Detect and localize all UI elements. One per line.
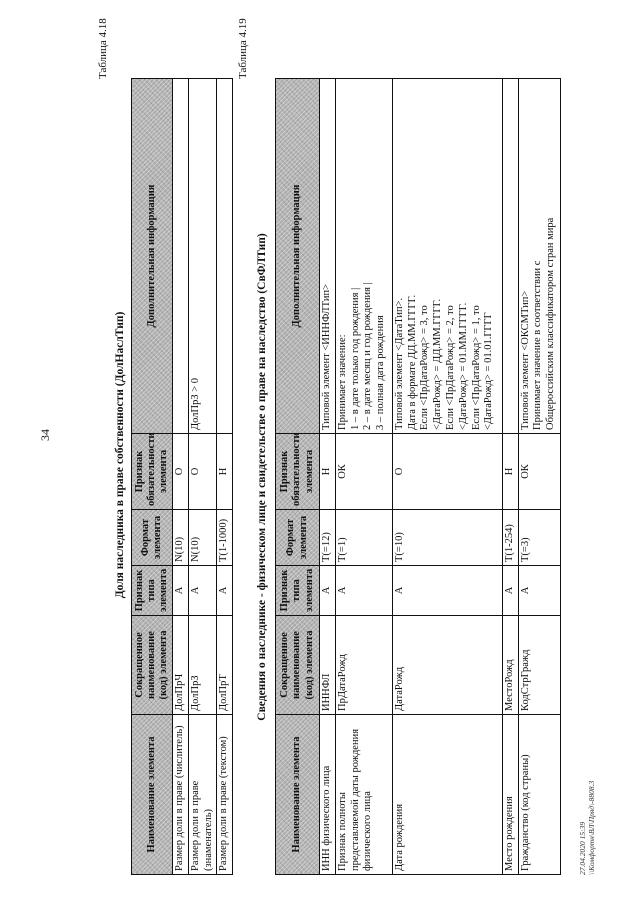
t18-header-format: Формат элемента <box>132 510 173 566</box>
info-line: Если <ПрДатаРожд> = 1, то <box>470 305 482 430</box>
t18-header-code: Сокращенное наименование (код) элемента <box>132 616 173 715</box>
table-row <box>502 79 518 875</box>
cell-name: Дата рождения <box>392 715 502 875</box>
cell-format: N(10) <box>173 510 189 566</box>
cell-name: Гражданство (код страны) <box>518 715 560 875</box>
t18-header-info: Дополнительная информация <box>132 79 173 434</box>
cell-type: А <box>217 566 233 616</box>
info-line: 3 – полная дата рождения <box>375 315 387 430</box>
cell-code: МестоРожд <box>502 616 518 715</box>
info-line: Типовой элемент <ДатаТип>. <box>393 297 405 430</box>
cell-code: ДатаРожд <box>392 616 502 715</box>
table-row <box>320 79 336 875</box>
cell-required: Н <box>502 434 518 510</box>
cell-name: Размер доли в праве (числитель) <box>173 715 189 875</box>
print-stamp <box>578 781 596 875</box>
cell-name: Признак полноты представляемой даты рождения физического лица <box>335 715 392 875</box>
stamp-path: \\Комфортн\ВЛ\Пряд\-8808.3 <box>587 780 596 875</box>
cell-name: Размер доли в праве (текстом) <box>217 715 233 875</box>
cell-format: T(=12) <box>320 510 336 566</box>
cell-code: ДолПрТ <box>217 616 233 715</box>
cell-name: Размер доли в праве (знаменатель) <box>188 715 217 875</box>
info-line: Типовой элемент <ИННФЛТип> <box>321 284 332 430</box>
cell-format: T(1-254) <box>502 510 518 566</box>
cell-code: ДолПрЧ <box>173 616 189 715</box>
info-line: Общероссийским классификатором стран мира <box>545 217 557 430</box>
cell-format: T(1-1000) <box>217 510 233 566</box>
cell-code: ПрДатаРожд <box>335 616 392 715</box>
info-line: <ДатаРожд> = 01.01.ГГГГ <box>483 312 495 430</box>
cell-info <box>335 79 392 434</box>
table-19-label: Таблица 4.19 <box>237 18 249 79</box>
cell-required: Н <box>217 434 233 510</box>
cell-type: А <box>320 566 336 616</box>
table-row <box>335 79 392 875</box>
t18-header-required: Признак обязательности элемента <box>132 434 173 510</box>
t18-header-type: Признак типа элемента <box>132 566 173 616</box>
table-18-title: Доля наследника в праве собственности (ДолНаслТип) <box>114 311 126 599</box>
cell-info <box>320 79 336 434</box>
info-line: Типовой элемент <ОКСМТип> <box>519 290 531 430</box>
t19-header-info: Дополнительная информация <box>276 79 320 434</box>
cell-required: О <box>188 434 217 510</box>
table-row <box>217 79 233 875</box>
info-line: 2 – в дате месяц и год рождения | <box>362 282 374 430</box>
cell-required: О <box>392 434 502 510</box>
info-line: Если <ПрДатаРожд> = 3, то <box>419 305 431 430</box>
cell-type: А <box>502 566 518 616</box>
stamp-date: 27.04.2020 15:39 <box>578 821 587 875</box>
info-line: Принимает значение: <box>336 334 348 430</box>
t19-header-format: Формат элемента <box>276 510 320 566</box>
cell-format: T(=1) <box>335 510 392 566</box>
cell-type: А <box>392 566 502 616</box>
cell-code: ДолПрЗ <box>188 616 217 715</box>
info-line: Если <ПрДатаРожд> = 2, то <box>444 305 456 430</box>
page-number: 34 <box>38 429 52 441</box>
info-line: Принимает значение в соответствии с <box>532 260 544 430</box>
cell-info <box>392 79 502 434</box>
table-18-label: Таблица 4.18 <box>97 18 109 79</box>
table-19 <box>275 78 561 875</box>
cell-info <box>173 79 189 434</box>
cell-info <box>217 79 233 434</box>
cell-format: N(10) <box>188 510 217 566</box>
table-row <box>173 79 189 875</box>
table-19-title: Сведения о наследнике - физическом лице и свидетельстве о праве на наследство (СвФЛТип) <box>256 233 268 721</box>
t19-header-name: Наименование элемента <box>276 715 320 875</box>
info-line: <ДатаРожд> = ДД.ММ.ГГГГ. <box>432 298 444 430</box>
cell-type: А <box>188 566 217 616</box>
cell-format: T(=3) <box>518 510 560 566</box>
cell-required: О <box>173 434 189 510</box>
cell-code: ИННФЛ <box>320 616 336 715</box>
cell-type: А <box>518 566 560 616</box>
cell-required: ОК <box>518 434 560 510</box>
cell-required: ОК <box>335 434 392 510</box>
cell-name: ИНН физического лица <box>320 715 336 875</box>
table-18 <box>131 78 233 875</box>
table-row <box>518 79 560 875</box>
cell-format: T(=10) <box>392 510 502 566</box>
t19-header-required: Признак обязательности элемента <box>276 434 320 510</box>
t18-header-name: Наименование элемента <box>132 715 173 875</box>
info-line: 1 – в дате только год рождения | <box>349 287 361 430</box>
cell-type: А <box>335 566 392 616</box>
cell-info <box>518 79 560 434</box>
cell-name: Место рождения <box>502 715 518 875</box>
cell-info <box>502 79 518 434</box>
table-row <box>392 79 502 875</box>
info-line: Дата в формате ДД.ММ.ГГГГ. <box>406 294 418 430</box>
t19-header-code: Сокращенное наименование (код) элемента <box>276 616 320 715</box>
t19-header-type: Признак типа элемента <box>276 566 320 616</box>
cell-code: КодСтрГражд <box>518 616 560 715</box>
cell-type: А <box>173 566 189 616</box>
table-row <box>188 79 217 875</box>
cell-info: ДолПрЗ > 0 <box>188 79 217 434</box>
cell-required: Н <box>320 434 336 510</box>
info-line: <ДатаРожд> = 01.ММ.ГГГГ. <box>457 302 469 430</box>
